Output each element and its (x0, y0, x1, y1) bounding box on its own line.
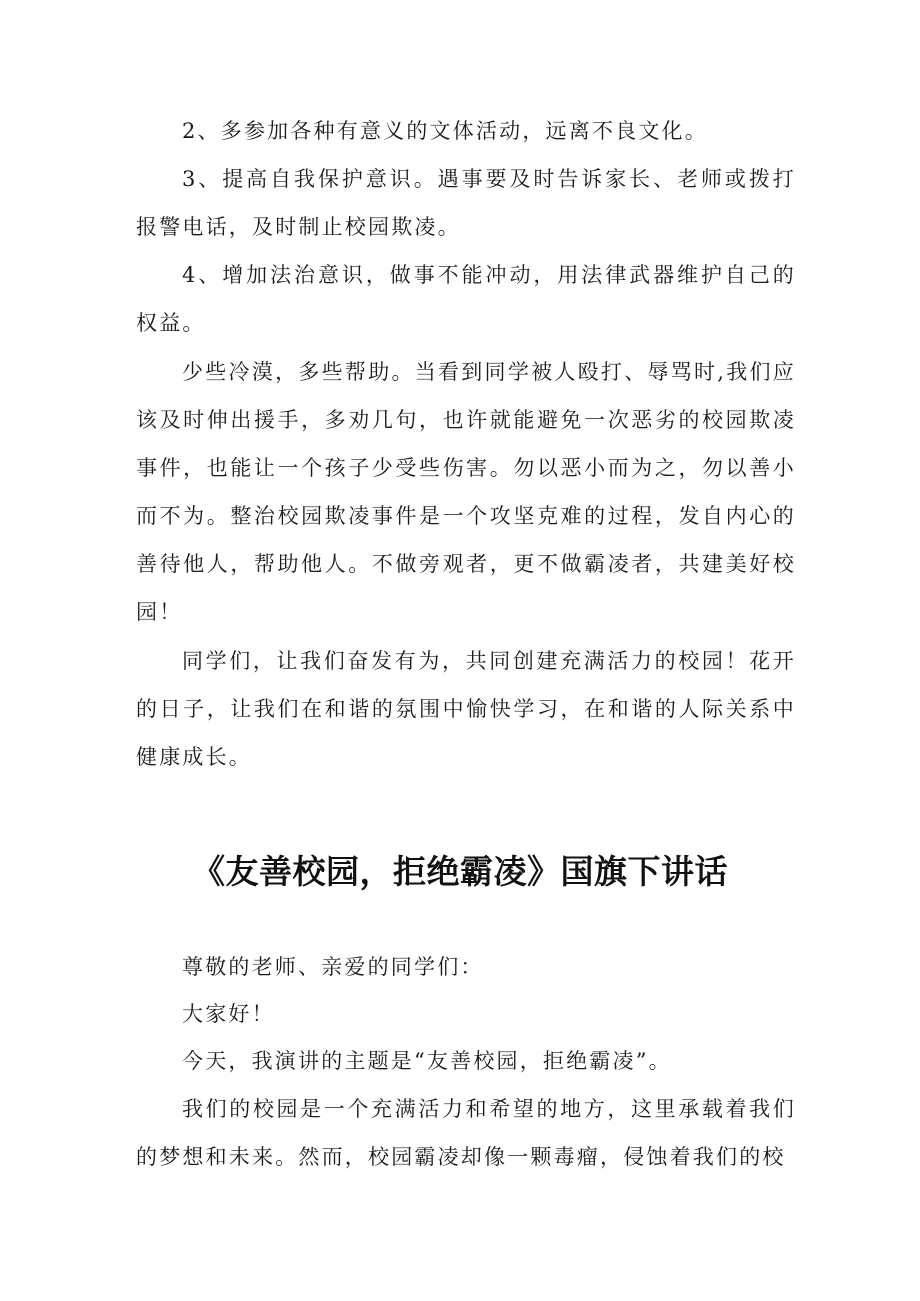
paragraph-closing-appeal: 同学们，让我们奋发有为，共同创建充满活力的校园！花开的日子，让我们在和谐的氛围中愉快学习，在和谐的人际关系中健康成长。 (136, 649, 796, 769)
paragraph-item-3: 3、提高自我保护意识。遇事要及时告诉家长、老师或拨打报警电话，及时制止校园欺凌。 (136, 167, 796, 239)
paragraph-less-indifference: 少些冷漠，多些帮助。当看到同学被人殴打、辱骂时,我们应该及时伸出援手，多劝几句，也许就能避免一次恶劣的校园欺凌事件，也能让一个孩子少受些伤害。勿以恶小而为之，勿以善小而不为。整治校园欺凌事件是一个攻坚克难的过程，发自内心的善待他人，帮助他人。不做旁观者，更不做霸凌者，共建美好校园！ (136, 360, 796, 624)
greeting-salutation: 尊敬的老师、亲爱的同学们： (182, 955, 484, 979)
paragraph-campus-intro: 我们的校园是一个充满活力和希望的地方，这里承载着我们的梦想和未来。然而，校园霸凌却像一颗毒瘤，侵蚀着我们的校 (136, 1097, 796, 1169)
greeting-hello: 大家好！ (182, 1002, 275, 1026)
speech-topic: 今天，我演讲的主题是“友善校园，拒绝霸凌”。 (182, 1049, 672, 1073)
paragraph-item-2: 2、多参加各种有意义的文体活动，远离不良文化。 (182, 119, 708, 143)
speech-title: 《友善校园，拒绝霸凌》国旗下讲话 (192, 852, 728, 891)
paragraph-item-4: 4、增加法治意识，做事不能冲动，用法律武器维护自己的权益。 (136, 263, 796, 335)
